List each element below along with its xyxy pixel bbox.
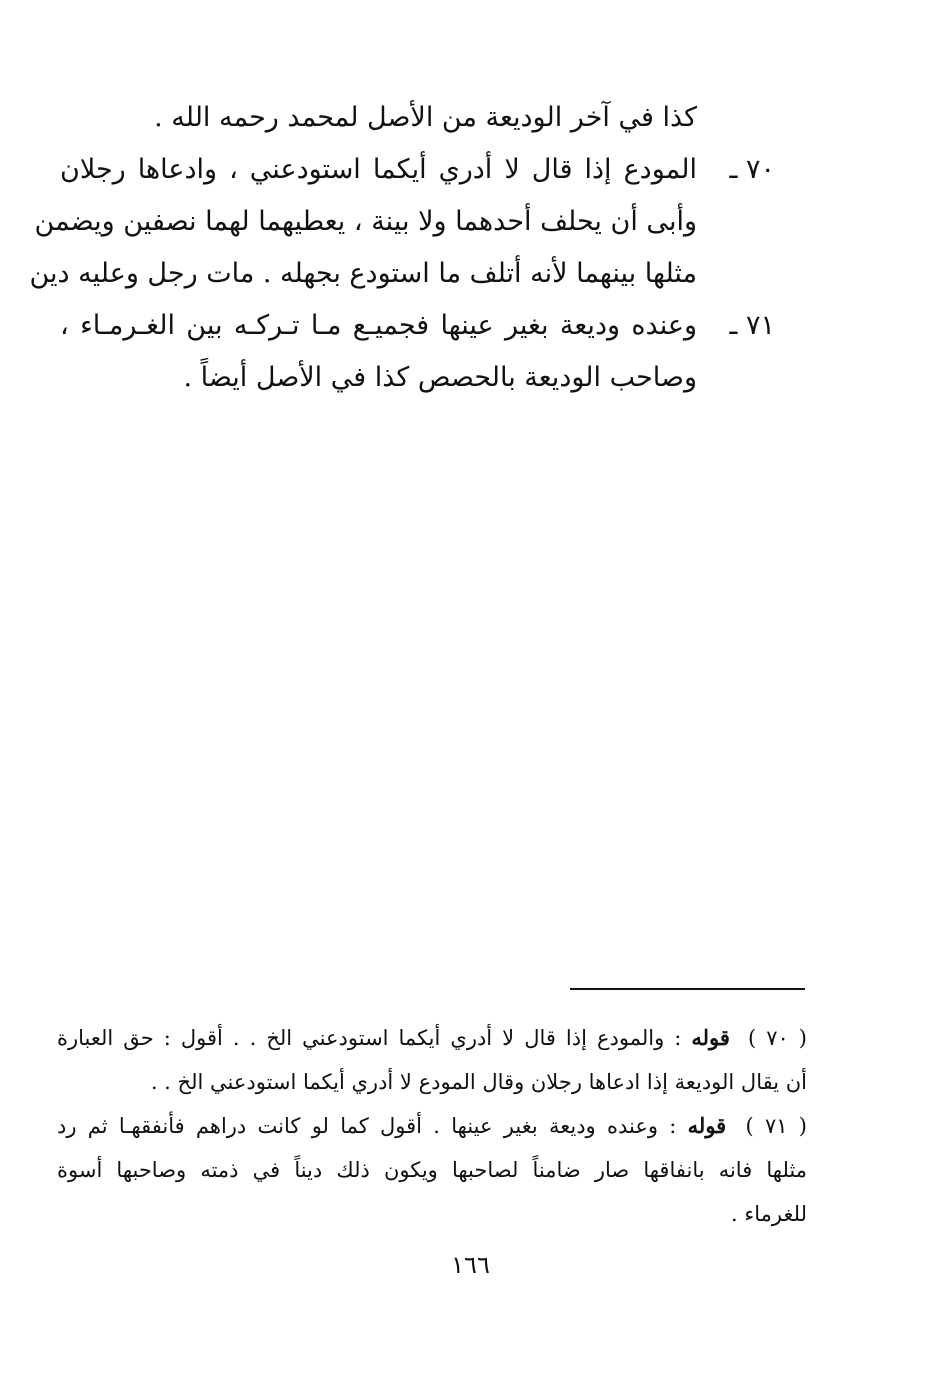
- entry-number: ٧٠ ـ: [729, 154, 775, 185]
- main-text-block: [29, 92, 775, 404]
- footnote-71-line-1: [57, 1104, 807, 1148]
- footnote-keyword: قوله: [687, 1113, 727, 1138]
- entry-line: مثلها بينهما لأنه أتلف ما استودع بجهله . مات رجل وعليه دين: [29, 258, 697, 289]
- entry-number: ٧١ ـ: [729, 310, 775, 341]
- intro-line: كذا في آخر الوديعة من الأصل لمحمد رحمه الله .: [154, 102, 697, 133]
- footnote-71-line-2: مثلها فانه بانفاقها صار ضامناً لصاحبها ويكون ذلك ديناً في ذمته وصاحبها أسوة: [57, 1158, 807, 1182]
- entry-70: [29, 144, 775, 300]
- entry-line: المودع إذا قال لا أدري أيكما استودعني ، وادعاها رجلان: [60, 154, 697, 185]
- entry-line: وأبى أن يحلف أحدهما ولا بينة ، يعطيهما لهما نصفين ويضمن: [34, 206, 697, 237]
- footnote-keyword: قوله: [691, 1025, 730, 1050]
- footnote-text: : والمودع إذا قال لا أدري أيكما استودعني الخ . . أقول : حق العبارة: [57, 1026, 682, 1050]
- footnote-number: ( ٧١ ): [745, 1114, 808, 1138]
- footnote-separator: [570, 988, 805, 990]
- footnote-70-line-2: أن يقال الوديعة إذا ادعاها رجلان وقال المودع لا أدري أيكما استودعني الخ . .: [150, 1070, 807, 1094]
- footnote-70-line-1: [57, 1016, 807, 1060]
- footnote-text: : وعنده وديعة بغير عينها . أقول كما لو كانت دراهم فأنفقهـا ثم رد: [57, 1114, 677, 1138]
- entry-line: وعنده وديعة بغير عينها فجميـع مـا تـركـه بين الغـرمـاء ،: [60, 310, 697, 341]
- entry-line: وصاحب الوديعة بالحصص كذا في الأصل أيضاً .: [183, 362, 697, 393]
- entry-71: [60, 300, 775, 404]
- footnotes-block: [57, 1016, 807, 1236]
- footnote-71-line-3: للغرماء .: [731, 1202, 807, 1226]
- footnote-number: ( ٧٠ ): [747, 1026, 807, 1050]
- page-number: ١٦٦: [451, 1251, 490, 1279]
